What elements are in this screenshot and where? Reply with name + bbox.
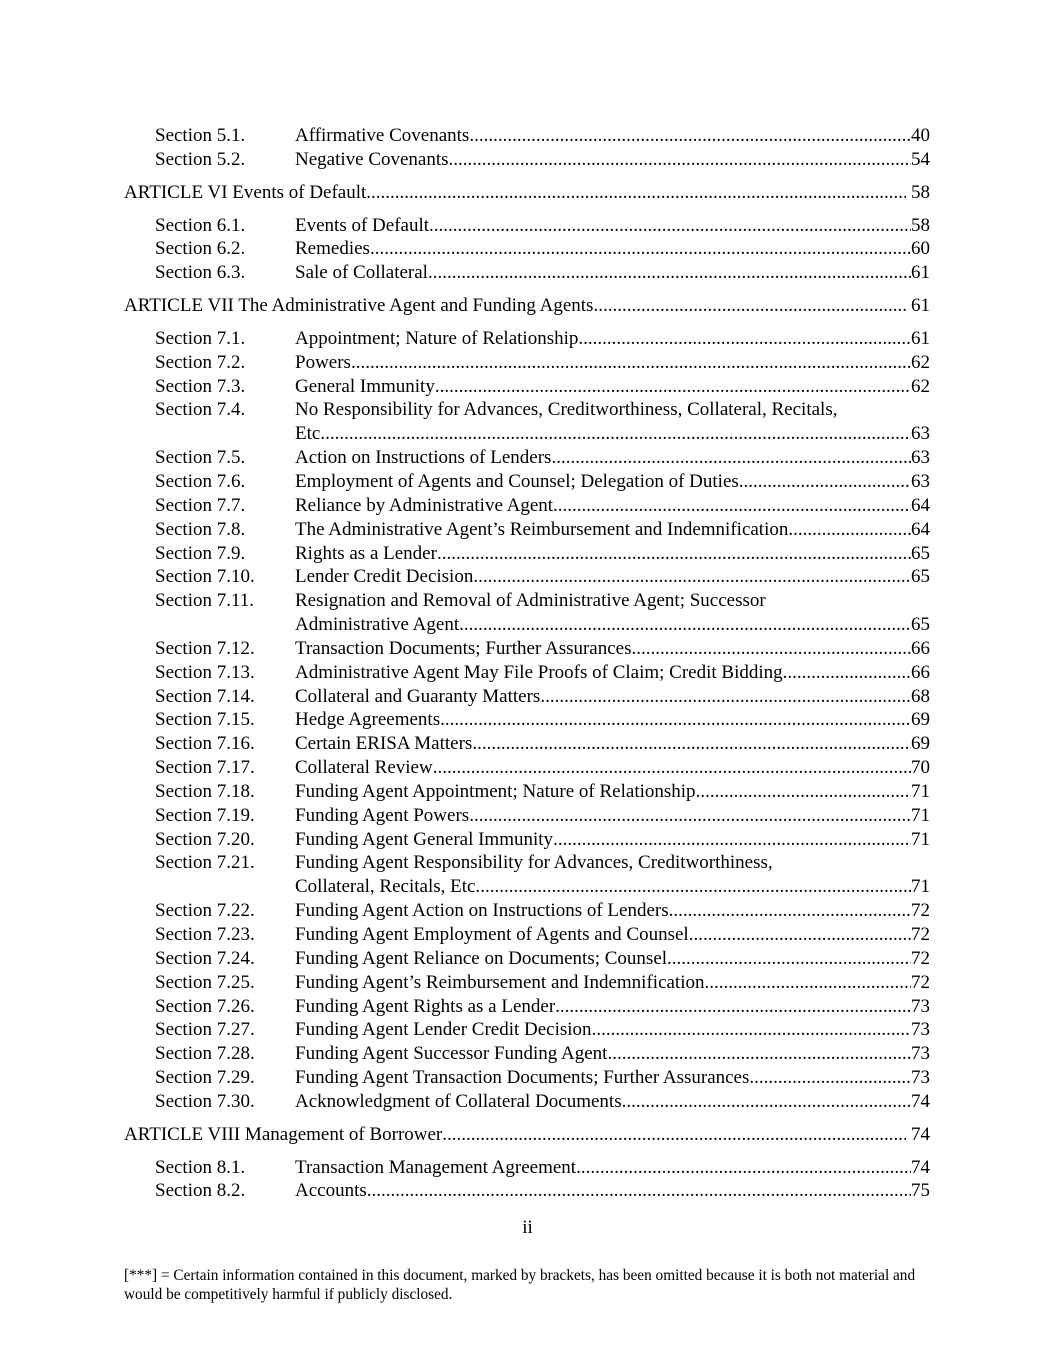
toc-entry-page: 74 [911, 1156, 930, 1178]
page-number: ii [522, 1217, 533, 1238]
toc-section-number: Section 7.1. [155, 327, 246, 349]
toc-entry-page: 73 [911, 995, 930, 1017]
dot-leader [632, 637, 912, 661]
toc-article-link[interactable] [124, 181, 930, 205]
toc-section-row[interactable] [0, 375, 1055, 399]
dot-leader [553, 828, 911, 852]
dot-leader [367, 1179, 911, 1203]
toc-entry-title-text: Funding Agent Transaction Documents; Further Assurances [295, 1067, 750, 1089]
toc-entry-title-text: Resignation and Removal of Administrative Agent; Successor [295, 590, 766, 612]
toc-section-number: Section 7.15. [155, 709, 255, 731]
toc-entry-title-text: Administrative Agent [295, 614, 460, 636]
toc-entry-title-text: Funding Agent Successor Funding Agent [295, 1043, 608, 1065]
dot-leader [705, 971, 912, 995]
toc-section-link[interactable] [295, 494, 930, 518]
toc-section-row[interactable] [0, 1042, 1055, 1066]
toc-section-link[interactable] [295, 971, 930, 995]
toc-section-row[interactable] [0, 1156, 1055, 1180]
toc-section-number: Section 7.17. [155, 757, 255, 779]
dot-leader [469, 124, 911, 148]
toc-section-row[interactable] [0, 780, 1055, 804]
toc-entry-page: 72 [911, 924, 930, 945]
dot-leader [689, 923, 911, 947]
toc-section-number: Section 7.2. [155, 351, 246, 373]
toc-section-row[interactable] [0, 1179, 1055, 1203]
toc-section-row[interactable] [0, 542, 1055, 566]
toc-section-row[interactable] [0, 732, 1055, 756]
toc-section-row[interactable] [0, 899, 1055, 923]
toc-section-link[interactable] [295, 565, 930, 589]
toc-section-link[interactable] [295, 851, 930, 875]
toc-article-row[interactable] [0, 294, 1055, 318]
toc-section-row[interactable] [0, 261, 1055, 285]
dot-leader [472, 732, 911, 756]
dot-leader [428, 261, 911, 285]
toc-section-row[interactable] [0, 661, 1055, 685]
dot-leader [480, 875, 911, 899]
dot-leader [667, 947, 911, 971]
toc-section-link[interactable] [295, 1042, 930, 1066]
toc-entry-page: 61 [911, 295, 930, 317]
toc-section-number: Section 8.1. [155, 1156, 246, 1178]
toc-section-row[interactable] [0, 148, 1055, 172]
toc-section-row[interactable] [0, 351, 1055, 375]
toc-entry-title-text: No Responsibility for Advances, Creditworthiness, Collateral, Recitals, [295, 399, 838, 421]
toc-section-number: Section 6.1. [155, 214, 246, 236]
toc-section-row[interactable] [0, 756, 1055, 780]
dot-leader [325, 422, 911, 446]
dot-leader [351, 351, 911, 375]
toc-section-number: Section 5.1. [155, 125, 246, 146]
toc-entry-title-text: Accounts [295, 1180, 367, 1202]
toc-section-link[interactable] [295, 214, 930, 238]
dot-leader [669, 899, 911, 923]
dot-leader [440, 708, 911, 732]
toc-article-row[interactable] [0, 1123, 1055, 1147]
toc-entry-title-text: Employment of Agents and Counsel; Delegation of Duties [295, 470, 739, 492]
toc-entry-title-text: Reliance by Administrative Agent [295, 494, 554, 516]
toc-entry-title-text: Funding Agent Appointment; Nature of Relationship [295, 780, 696, 802]
toc-entry-page: 65 [911, 566, 930, 588]
dot-leader [437, 542, 911, 566]
toc-section-number: Section 7.28. [155, 1043, 255, 1065]
toc-entry-page: 60 [911, 238, 930, 260]
toc-section-link[interactable] [295, 875, 930, 899]
toc-entry-page: 64 [911, 518, 930, 540]
toc-article-link[interactable] [124, 1123, 930, 1147]
toc-section-number: Section 7.24. [155, 947, 255, 969]
toc-section-number: Section 7.26. [155, 995, 255, 1017]
toc-section-row[interactable] [0, 685, 1055, 709]
toc-entry-page: 68 [911, 685, 930, 707]
dot-leader [555, 995, 911, 1019]
toc-entry-page: 66 [911, 637, 930, 659]
toc-entry-page: 62 [911, 375, 930, 397]
toc-entry-title-text: Hedge Agreements [295, 709, 441, 731]
toc-entry-title-text: Affirmative Covenants [295, 125, 470, 146]
toc-section-number: Section 7.22. [155, 900, 255, 922]
toc-section-link[interactable] [295, 261, 930, 285]
toc-entry-page: 73 [911, 1043, 930, 1065]
toc-entry-page: 69 [911, 709, 930, 731]
dot-leader [783, 661, 911, 685]
toc-entry-page: 70 [911, 757, 930, 779]
dot-leader [593, 294, 906, 318]
toc-section-link[interactable] [295, 708, 930, 732]
toc-entry-title-text: ARTICLE VI Events of Default [124, 181, 367, 203]
toc-section-number: Section 8.2. [155, 1180, 246, 1202]
toc-section-number: Section 7.7. [155, 494, 246, 516]
toc-entry-page: 54 [911, 148, 930, 170]
toc-section-link[interactable] [295, 756, 930, 780]
toc-entry-title-text: Administrative Agent May File Proofs of Claim; Credit Bidding [295, 661, 783, 683]
toc-section-number: Section 7.29. [155, 1067, 255, 1089]
toc-section-link[interactable] [295, 899, 930, 923]
toc-section-row[interactable] [0, 470, 1055, 494]
dot-leader [696, 780, 911, 804]
dot-leader [442, 1123, 906, 1147]
toc-entry-title-text: Action on Instructions of Lenders [295, 447, 552, 469]
toc-entry-page: 71 [911, 804, 930, 826]
toc-section-number: Section 7.4. [155, 399, 246, 421]
toc-entry-title-text: Funding Agent Rights as a Lender [295, 995, 556, 1017]
toc-section-row[interactable] [0, 1090, 1055, 1114]
toc-entry-title-text: Collateral and Guaranty Matters [295, 685, 541, 707]
toc-section-link[interactable] [295, 237, 930, 261]
toc-section-row[interactable] [0, 589, 1055, 613]
toc-entry-title-text: Rights as a Lender [295, 542, 437, 564]
toc-section-number: Section 7.20. [155, 828, 255, 850]
toc-section-row[interactable] [0, 947, 1055, 971]
table-of-contents [0, 124, 1055, 1203]
toc-section-link[interactable] [295, 685, 930, 709]
toc-section-link[interactable] [295, 1090, 930, 1114]
toc-section-row[interactable] [0, 124, 1055, 148]
toc-entry-title-text: Certain ERISA Matters [295, 733, 473, 755]
toc-entry-page: 74 [911, 1123, 930, 1145]
toc-entry-page: 63 [911, 470, 930, 492]
toc-entry-title-text: ARTICLE VII The Administrative Agent and Funding Agents [124, 295, 594, 317]
toc-entry-page: 69 [911, 733, 930, 755]
toc-entry-title-text: Funding Agent Employment of Agents and Counsel [295, 924, 689, 945]
toc-section-number: Section 7.14. [155, 685, 255, 707]
dot-leader [592, 1018, 911, 1042]
dot-leader [622, 1090, 911, 1114]
toc-entry-title-text: Funding Agent Action on Instructions of Lenders [295, 900, 669, 922]
toc-section-row[interactable] [0, 708, 1055, 732]
toc-section-link[interactable] [295, 446, 930, 470]
toc-section-number: Section 7.19. [155, 804, 255, 826]
toc-entry-title-text: Remedies [295, 238, 370, 260]
toc-entry-page: 61 [911, 262, 930, 284]
dot-leader [433, 756, 911, 780]
toc-section-number: Section 7.23. [155, 924, 255, 945]
toc-section-link[interactable] [295, 828, 930, 852]
toc-section-number: Section 6.3. [155, 262, 246, 284]
toc-entry-page: 58 [911, 181, 930, 203]
toc-section-link[interactable] [295, 124, 930, 148]
toc-section-continuation[interactable] [0, 422, 1055, 446]
toc-entry-page: 40 [911, 125, 930, 146]
dot-leader [435, 375, 911, 399]
toc-section-number: Section 7.27. [155, 1019, 255, 1041]
toc-entry-page: 65 [911, 542, 930, 564]
toc-section-link[interactable] [295, 518, 930, 542]
toc-section-number: Section 7.18. [155, 780, 255, 802]
toc-section-row[interactable] [0, 1018, 1055, 1042]
toc-section-number: Section 7.12. [155, 637, 255, 659]
toc-section-link[interactable] [295, 398, 930, 422]
toc-section-row[interactable] [0, 398, 1055, 422]
toc-section-row[interactable] [0, 995, 1055, 1019]
toc-entry-title-text: Events of Default [295, 214, 430, 236]
toc-entry-title-text: Sale of Collateral [295, 262, 428, 284]
dot-leader [576, 1156, 911, 1180]
toc-entry-title-text: Funding Agent Responsibility for Advances, Creditworthiness, [295, 852, 773, 874]
toc-entry-title-text: Funding Agent Reliance on Documents; Counsel [295, 947, 668, 969]
toc-entry-page: 75 [911, 1180, 930, 1202]
toc-entry-title-text: Funding Agent Powers [295, 804, 470, 826]
toc-entry-page: 66 [911, 661, 930, 683]
toc-section-row[interactable] [0, 565, 1055, 589]
toc-section-number: Section 7.21. [155, 852, 255, 874]
toc-entry-page: 63 [911, 423, 930, 445]
toc-section-continuation[interactable] [0, 613, 1055, 637]
toc-section-link[interactable] [295, 1156, 930, 1180]
toc-section-link[interactable] [295, 661, 930, 685]
toc-section-number: Section 7.11. [155, 590, 255, 612]
toc-section-number: Section 7.30. [155, 1090, 255, 1112]
toc-entry-title-text: Negative Covenants [295, 148, 449, 170]
toc-section-row[interactable] [0, 971, 1055, 995]
toc-entry-page: 62 [911, 351, 930, 373]
toc-section-link[interactable] [295, 947, 930, 971]
toc-entry-page: 63 [911, 447, 930, 469]
toc-section-link[interactable] [295, 148, 930, 172]
toc-section-number: Section 7.9. [155, 542, 246, 564]
toc-entry-title-text: Powers [295, 351, 351, 373]
toc-section-link[interactable] [295, 780, 930, 804]
toc-section-row[interactable] [0, 923, 1055, 947]
dot-leader [607, 1042, 911, 1066]
toc-article-link[interactable] [124, 294, 930, 318]
dot-leader [578, 327, 911, 351]
dot-leader [739, 470, 911, 494]
toc-section-number: Section 7.10. [155, 566, 255, 588]
toc-entry-page: 72 [911, 947, 930, 969]
toc-section-continuation[interactable] [0, 875, 1055, 899]
toc-entry-title-text: The Administrative Agent’s Reimbursement and Indemnification [295, 518, 789, 540]
toc-section-link[interactable] [295, 422, 930, 446]
toc-entry-title-text: General Immunity [295, 375, 435, 397]
toc-entry-page: 64 [911, 494, 930, 516]
toc-section-row[interactable] [0, 518, 1055, 542]
toc-section-number: Section 6.2. [155, 238, 246, 260]
dot-leader [469, 804, 911, 828]
toc-section-row[interactable] [0, 828, 1055, 852]
toc-section-row[interactable] [0, 1066, 1055, 1090]
toc-section-row[interactable] [0, 637, 1055, 661]
dot-leader [449, 148, 911, 172]
dot-leader [553, 494, 911, 518]
toc-section-number: Section 7.3. [155, 375, 246, 397]
toc-entry-page: 65 [911, 614, 930, 636]
toc-section-row[interactable] [0, 237, 1055, 261]
dot-leader [749, 1066, 911, 1090]
toc-section-link[interactable] [295, 923, 930, 947]
toc-section-link[interactable] [295, 327, 930, 351]
toc-article-row[interactable] [0, 181, 1055, 205]
toc-entry-page: 71 [911, 876, 930, 898]
toc-entry-page: 73 [911, 1067, 930, 1089]
toc-section-link[interactable] [295, 542, 930, 566]
dot-leader [459, 613, 911, 637]
toc-section-link[interactable] [295, 1179, 930, 1203]
toc-section-link[interactable] [295, 1066, 930, 1090]
toc-entry-page: 74 [911, 1090, 930, 1112]
toc-section-link[interactable] [295, 1018, 930, 1042]
dot-leader [540, 685, 911, 709]
toc-section-row[interactable] [0, 327, 1055, 351]
toc-section-number: Section 7.25. [155, 971, 255, 993]
toc-section-link[interactable] [295, 589, 930, 613]
toc-entry-title-text: Collateral, Recitals, Etc. [295, 876, 481, 898]
toc-section-number: Section 7.13. [155, 661, 255, 683]
toc-section-row[interactable] [0, 804, 1055, 828]
toc-entry-page: 72 [911, 971, 930, 993]
toc-section-number: Section 7.8. [155, 518, 246, 540]
toc-section-link[interactable] [295, 375, 930, 399]
toc-entry-title-text: Appointment; Nature of Relationship [295, 327, 579, 349]
toc-section-row[interactable] [0, 851, 1055, 875]
toc-section-number: Section 7.5. [155, 447, 246, 469]
toc-entry-title-text: Acknowledgment of Collateral Documents [295, 1090, 622, 1112]
toc-entry-title-text: Funding Agent Lender Credit Decision [295, 1019, 592, 1041]
toc-section-link[interactable] [295, 613, 930, 637]
toc-entry-title-text: Transaction Documents; Further Assurances [295, 637, 632, 659]
dot-leader [366, 181, 906, 205]
dot-leader [473, 565, 911, 589]
toc-entry-page: 73 [911, 1019, 930, 1041]
toc-entry-title-text: Etc. [295, 423, 326, 445]
toc-entry-page: 71 [911, 828, 930, 850]
dot-leader [370, 237, 911, 261]
toc-section-row[interactable] [0, 214, 1055, 238]
toc-entry-page: 61 [911, 327, 930, 349]
toc-entry-page: 71 [911, 780, 930, 802]
toc-section-link[interactable] [295, 637, 930, 661]
toc-section-row[interactable] [0, 446, 1055, 470]
toc-section-link[interactable] [295, 351, 930, 375]
dot-leader [551, 446, 911, 470]
toc-section-number: Section 7.6. [155, 470, 246, 492]
toc-section-link[interactable] [295, 470, 930, 494]
toc-entry-page: 72 [911, 900, 930, 922]
toc-section-row[interactable] [0, 494, 1055, 518]
toc-section-number: Section 5.2. [155, 148, 246, 170]
toc-section-link[interactable] [295, 995, 930, 1019]
toc-entry-title-text: Transaction Management Agreement [295, 1156, 577, 1178]
toc-section-link[interactable] [295, 804, 930, 828]
toc-entry-title-text: ARTICLE VIII Management of Borrower [124, 1123, 443, 1145]
toc-entry-title-text: Funding Agent’s Reimbursement and Indemnification [295, 971, 705, 993]
dot-leader [429, 214, 911, 238]
toc-entry-title-text: Lender Credit Decision [295, 566, 474, 588]
toc-entry-title-text: Funding Agent General Immunity [295, 828, 554, 850]
toc-entry-title-text: Collateral Review [295, 757, 433, 779]
toc-entry-page: 58 [911, 214, 930, 236]
footnote: [***] = Certain information contained in this document, marked by brackets, has been omitted because it is both not material and would be competitively harmful if publicly disclosed. [124, 1267, 916, 1303]
dot-leader [788, 518, 911, 542]
toc-section-link[interactable] [295, 732, 930, 756]
toc-section-number: Section 7.16. [155, 733, 255, 755]
